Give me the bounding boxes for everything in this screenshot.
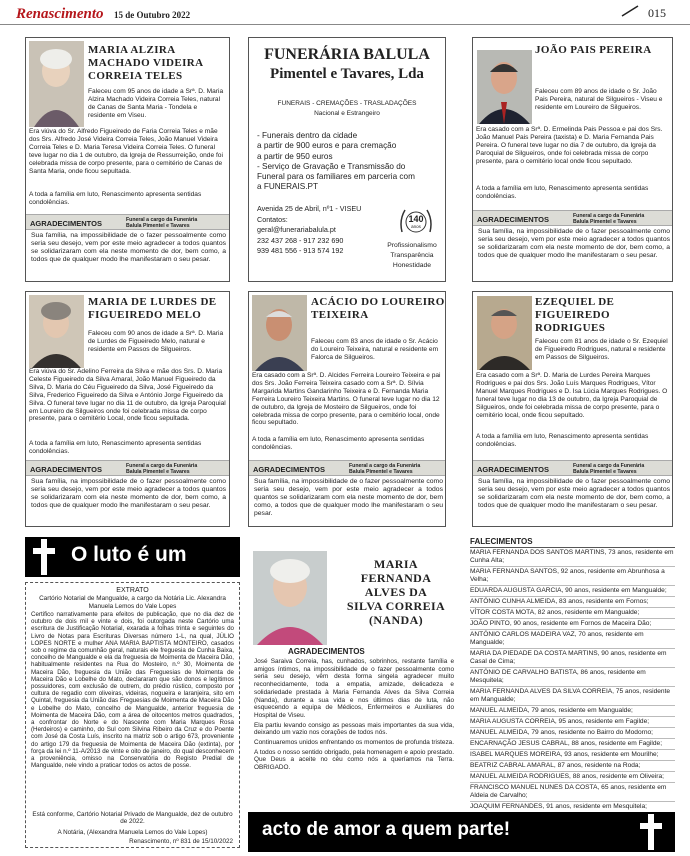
thanks-banner: AGRADECIMENTOS Funeral a cargo da Funerária Balula Pimentel e Tavares bbox=[249, 460, 445, 476]
death-list-item: MANUEL ALMEIDA, 79 anos, residente no Bairro do Modorno; bbox=[470, 728, 675, 739]
slash-mark-icon bbox=[620, 4, 640, 18]
death-list-item: ENCARNAÇÃO JESUS CABRAL, 88 anos, residente em Fagilde; bbox=[470, 739, 675, 750]
thanks-banner: AGRADECIMENTOS Funeral a cargo da Funerária Balula Pimentel e Tavares bbox=[26, 460, 229, 476]
extract-body: Certifico narrativamente para efeitos de publicação, que no dia dez de outubro de dois mil e vinte e dois, foi outorgada neste Cartório uma escritura de Justificação Notarial, exarada a folhas trinta e seguintes do Livro de Notas para Escrituras Diversas número 1-L, na qual, JÚLIO LOPES NORTE e mulher ANA MARIA BAPTISTA MONTEIRO, casados sob o regime da comunhão geral, naturais ele freguesia de Cunha Baixa, concelho de Mangualde e ela da freguesia de Moimenta de Maceira Dão, habitualmente residentes na Rua do Mosteiro, n.º 30, Moimenta de Maceira Dão, freguesia da União das Freguesias de Moimenta de Maceira Dão e Lobelhe do Mato, declararam que são donos e legítimos possuidores, com exclusão de outrem, do prédio rústico, composto por cultura de regadio com oliveiras, videiras, nogueira e laranjeira, sito em Quintal, freguesia da União das Freguesias de Moimenta de Maceira Dão e Lobelhe do Mato, concelho de Mangualde, anterior freguesia de Moimenta de Maceira Dão, com a área de oitocentos metros quadrados, a confrontar do Norte e do Nascente com Maria Marques Rosa (Herdeiros) e caminho, do Sul com Silvina Ribeiro da Cruz e do Poente com José da Costa Luís, inscrito na matriz sob o artigo 673, proveniente do artigo 179 da freguesia de Moimenta de Maceira Dão (extinta), por força da lei n.º 11-A/2013 de vinte e oito de janeiro, do qual desconhecem a proveniência, omisso na Conservatória do Registo Predial de Mangualde, nele vindo a praticar todos os actos de posse. bbox=[31, 611, 234, 770]
obituary-condolences: A toda a família em luto, Renascimento apresenta sentidas condolências. bbox=[29, 440, 202, 455]
extract-lead: Cartório Notarial de Mangualde, a cargo da Notária Lic. Alexandra Manuela Lemos do Vale Lopes bbox=[39, 595, 226, 610]
thanks-text: Sua família, na impossibilidade de o fazer pessoalmente como seria seu desejo, vem por este meio agradecer a todos quantos se solidarizaram com ela neste momento de dor, bem como, a todos que de qualquer modo lhe manifestaram o seu pesar. bbox=[478, 478, 670, 509]
death-list-item: ANTÓNIO CUNHA ALMEIDA, 83 anos, residente em Fornos; bbox=[470, 597, 675, 608]
mourning-slogan-end: acto de amor a quem parte! bbox=[262, 819, 511, 840]
obituary-body: Era viúva do Sr. Alfredo Figueiredo de Faria Correia Teles e mãe dos Srs. Alfredo José Videira Correia Teles, João Manuel Videira Correia Teles e D. Maria Teresa Videira Correia Teles. O funeral teve lugar no dia 1 de outubro, da Igreja de Ressurreição, onde foi celebrada missa de corpo presente, para o cemitério de Canas de Santa Maria, onde ficou sepultada. bbox=[29, 128, 223, 175]
obituary-intro: Faleceu com 89 anos de idade o Sr. João Pais Pereira, natural de Silgueiros - Viseu e residente em Loureiro de Silgueiros. bbox=[535, 88, 663, 111]
death-list-item: MARIA AUGUSTA CORREIA, 95 anos, residente em Fagilde; bbox=[470, 717, 675, 728]
death-list-item: ISABEL MARQUES MOREIRA, 93 anos, residente em Mourilhe; bbox=[470, 750, 675, 761]
obituary-condolences: A toda a família em luto, Renascimento apresenta sentidas condolências. bbox=[252, 436, 425, 451]
portrait-photo bbox=[477, 296, 532, 370]
death-list-item: ANTÓNIO CARLOS MADEIRA VAZ, 70 anos, residente em Mangualde; bbox=[470, 630, 675, 649]
death-list-item: MANUEL ALMEIDA, 79 anos, residente em Mangualde; bbox=[470, 706, 675, 717]
thanks-banner: AGRADECIMENTOS Funeral a cargo da Funerária Balula Pimentel e Tavares bbox=[473, 460, 672, 476]
header-rule bbox=[0, 24, 690, 25]
notary-extract bbox=[25, 582, 240, 848]
ad-offers: - Funerais dentro da cidade a partir de 900 euros e para cremação a partir de 950 euros - Serviço de Gravação e Transmissão do Funeral para os familiares em parceria com a FUNERAIS.PT bbox=[257, 131, 415, 192]
funeral-home-ad bbox=[248, 37, 446, 282]
issue-date: 15 de Outubro 2022 bbox=[114, 10, 191, 20]
extract-closing: Está conforme, Cartório Notarial Privado de Mangualde, dez de outubro de 2022. bbox=[32, 811, 233, 826]
death-list-item: MARIA DA PIEDADE DA COSTA MARTINS, 90 anos, residente em Casal de Cima; bbox=[470, 649, 675, 668]
thanks-text: Sua família, na impossibilidade de o fazer pessoalmente como seria seu desejo, vem por este meio agradecer a todos quantos se solidarizaram com ela neste momento de dor, bem como, a todos que de qualquer modo lhe manifestaram o seu pesar. bbox=[31, 478, 226, 509]
extract-signature: A Notária, (Alexandra Manuela Lemos do Vale Lopes) bbox=[57, 829, 208, 836]
thanks-text: Sua família, na impossibilidade de o fazer pessoalmente como seria seu desejo, vem por este meio agradecer a todos quantos se solidarizaram com ela neste momento de dor, bem como, a todos que de qualquer modo lhe manifestaram o seu pesar. bbox=[254, 478, 443, 517]
deceased-name: MARIA ALZIRA MACHADO VIDEIRA CORREIA TELES bbox=[88, 44, 204, 82]
death-list-item: BEATRIZ CABRAL AMARAL, 87 anos, residente na Roda; bbox=[470, 761, 675, 772]
mourning-slogan-start: O luto é um bbox=[71, 543, 187, 566]
death-list-item: ANTÓNIO DE CARVALHO BATISTA, 86 anos, residente em Mesquitela; bbox=[470, 668, 675, 687]
death-list-item: MARIA FERNANDA SANTOS, 92 anos, residente em Abrunhosa a Velha; bbox=[470, 567, 675, 586]
cross-icon bbox=[640, 814, 662, 850]
thanks-heading: AGRADECIMENTOS bbox=[288, 647, 365, 656]
obituary-intro: Faleceu com 81 anos de idade o Sr. Ezequiel de Figueiredo Rodrigues, natural e residente em Passos de Silgueiros. bbox=[535, 338, 668, 361]
thanks-banner: AGRADECIMENTOS Funeral a cargo da Funerária Balula Pimentel e Tavares bbox=[26, 214, 229, 230]
obituary-condolences: A toda a família em luto, Renascimento apresenta sentidas condolências. bbox=[476, 433, 649, 448]
death-list-item: JOÃO PINTO, 90 anos, residente em Fornos de Maceira Dão; bbox=[470, 619, 675, 630]
ad-services-note: Nacional e Estrangeiro bbox=[314, 110, 380, 117]
obituary-intro: Faleceu com 95 anos de idade a Srª. D. Maria Alzira Machado Videira Correia Teles, natural de Canas de Santa Maria - Tondela e residente em Viseu. bbox=[88, 88, 224, 119]
obituary-body: Era viúva do Sr. Adelino Ferreira da Silva e mãe dos Srs. D. Maria Celeste Figueiredo da Silva Amaral, João Manuel Figueiredo da Silva, D. Maria do Céu Figueiredo da Silva, José Figueiredo da Silva, Frederico Figueiredo da Silva e António Jorge Figueiredo da Silva. O funeral teve lugar no dia 11 de outubro, da Igreja Paroquial em Loureiro de Silgueiros onde foi celebrada missa de corpo presente, para o cemitério Local, onde ficou sepultada. bbox=[29, 368, 226, 423]
ad-contacts: Avenida 25 de Abril, nº1 - VISEU Contatos: geral@funerariabalula.pt 232 437 268 - 917 232 690 939 481 556 - 913 574 192 bbox=[257, 204, 362, 255]
deceased-name: ACÁCIO DO LOUREIRO TEIXEIRA bbox=[311, 296, 445, 321]
thanks-text: Sua família, na impossibilidade de o fazer pessoalmente como seria seu desejo, vem por este meio agradecer a todos quantos se solidarizaram com ela neste momento de dor, bem como, a todos que de qualquer modo lhe manifestaram o seu pesar. bbox=[478, 228, 670, 259]
portrait-photo bbox=[29, 41, 84, 127]
anniversary-badge-icon: 140 anos bbox=[399, 206, 433, 238]
obituary-condolences: A toda a família em luto, Renascimento apresenta sentidas condolências. bbox=[29, 191, 202, 206]
obituary-card-4 bbox=[248, 291, 446, 527]
deceased-name: EZEQUIEL DE FIGUEIREDO RODRIGUES bbox=[535, 296, 615, 334]
obituary-condolences: A toda a família em luto, Renascimento apresenta sentidas condolências. bbox=[476, 185, 649, 200]
portrait-photo bbox=[253, 551, 327, 645]
death-list-item: MARIA FERNANDA ALVES DA SILVA CORREIA, 75 anos, residente em Mangualde; bbox=[470, 687, 675, 706]
ad-services: FUNERAIS - CREMAÇÕES - TRASLADAÇÕES bbox=[277, 100, 417, 107]
obituary-card-2 bbox=[472, 37, 673, 282]
thanks-text: Sua família, na impossibilidade de o fazer pessoalmente como seria seu desejo, vem por este meio agradecer a todos quantos se solidarizaram com ela neste momento de dor, bem como, a todos que de qualquer modo lhe manifestaram o seu pesar. bbox=[31, 232, 226, 263]
cross-icon bbox=[33, 539, 55, 575]
deaths-list bbox=[470, 537, 675, 812]
death-list-item: MANUEL ALMEIDA RODRIGUES, 88 anos, residente em Oliveira; bbox=[470, 772, 675, 783]
masthead: Renascimento bbox=[16, 6, 104, 22]
page-number: 015 bbox=[648, 6, 666, 20]
portrait-photo bbox=[252, 295, 307, 371]
death-list-item: MARIA FERNANDA DOS SANTOS MARTINS, 73 anos, residente em Cunha Alta; bbox=[470, 548, 675, 567]
obituary-card-3 bbox=[25, 291, 230, 527]
obituary-body: Era casado com a Srª. D. Ermelinda Pais Pessoa e pai dos Srs. João Manuel Pais Pereira (taxista) e D. Maria Fernanda Pais Pereira. O funeral teve lugar no dia 7 de outubro, da Igreja da Paroquial de Silgueiros, onde foi celebrada missa de corpo presente, para o cemitério local onde ficou sepultado. bbox=[476, 126, 663, 165]
extract-title: EXTRATO bbox=[116, 587, 149, 594]
death-list-item: JOAQUIM FERNANDES, 91 anos, residente em Mesquitela; bbox=[470, 802, 675, 813]
deceased-name: JOÃO PAIS PEREIRA bbox=[535, 44, 652, 56]
thanks-body: José Saraiva Correia, has, cunhados, sobrinhos, restante família e amigos íntimos, na impossibilidade de o fazer pessoalmente como seria seu desejo, vêm desta forma singela agradecer muito reconhecidamente, toda a empatia, amizade, delicadeza e solidariedade prestada à Maria Fernanda Alves da Silva Correia (Nanda), durante a sua vida e nos últimos dias de luta, não esquecendo a equipa de Médicos, Enfermeiros e Auxiliares do Hospital de Viseu. Ela partiu levando consigo as pessoas mais importantes da sua vida, deixando um vazio nos corações de todos nós. Continuaremos unidos enfrentando os momentos de profunda tristeza. A todos o nosso sentido obrigado, pela homenagem e apoio prestado. Que Deus a aceite no céu como nós a queríamos na Terra. OBRIGADO. bbox=[254, 658, 455, 772]
obituary-intro: Faleceu com 83 anos de idade o Sr. Acácio do Loureiro Teixeira, natural e residente em Falorca de Silgueiros. bbox=[311, 338, 439, 361]
death-list-item: VÍTOR COSTA MOTA, 82 anos, residente em Mangualde; bbox=[470, 608, 675, 619]
obituary-card-1 bbox=[25, 37, 230, 282]
obituary-body: Era casado com a Srª. D. Maria de Lurdes Pereira Marques Rodrigues e pai dos Srs. João Luís Marques Rodrigues, Vítor Manuel Marques Rodrigues e D. Isa Lúcia Marques Rodrigues. O funeral teve lugar no dia 13 de outubro, da Igreja Paroquial de Silgueiros, onde foi celebrada missa de corpo presente, para o cemitério local, onde ficou sepultado. bbox=[476, 372, 668, 419]
portrait-photo bbox=[477, 50, 532, 124]
death-list-item: EDUARDA AUGUSTA GARCIA, 90 anos, residente em Mangualde; bbox=[470, 586, 675, 597]
obituary-card-5 bbox=[472, 291, 673, 527]
thanks-banner: AGRADECIMENTOS Funeral a cargo da Funerária Balula Pimentel e Tavares bbox=[473, 210, 672, 226]
death-list-item: FRANCISCO MANUEL NUNES DA COSTA, 65 anos, residente em Aldeia de Carvalho; bbox=[470, 783, 675, 802]
extract-reference: Renascimento, nº 831 de 15/10/2022 bbox=[129, 838, 233, 845]
obituary-intro: Faleceu com 90 anos de idade a Srª. D. Maria de Lurdes de Figueiredo Melo, natural e residente em Passos de Silgueiros. bbox=[88, 330, 224, 353]
deaths-title: FALECIMENTOS bbox=[470, 537, 675, 548]
ad-motto: Profissionalismo Transparência Honestidade bbox=[387, 242, 437, 269]
ad-title: FUNERÁRIA BALULA bbox=[264, 46, 430, 63]
ad-email[interactable]: geral@funerariabalula.pt bbox=[257, 225, 336, 234]
thanks-notice bbox=[248, 537, 458, 812]
mourning-banner-top bbox=[25, 537, 240, 577]
deceased-name: MARIA DE LURDES DE FIGUEIREDO MELO bbox=[88, 296, 217, 321]
ad-subtitle: Pimentel e Tavares, Lda bbox=[270, 66, 424, 82]
mourning-banner-bottom bbox=[248, 812, 675, 852]
portrait-photo bbox=[29, 295, 84, 368]
deceased-name: MARIA FERNANDA ALVES DA SILVA CORREIA (NANDA) bbox=[346, 557, 446, 627]
obituary-body: Era casado com a Srª. D. Alcides Ferreira Loureiro Teixeira e pai dos Srs. João Ferreira Teixeira casado com a Srª. D. Sílvia Margarida Martins Gandarinho Teixeira e D. Fernanda Maria Ferreira Loureiro Teixeira Martins. O funeral teve lugar no dia 12 de outubro, da Igreja de Mosteiro de Silgueiros, onde foi celebrada missa de corpo presente, para o cemitério local, onde ficou sepultado. bbox=[252, 372, 441, 427]
